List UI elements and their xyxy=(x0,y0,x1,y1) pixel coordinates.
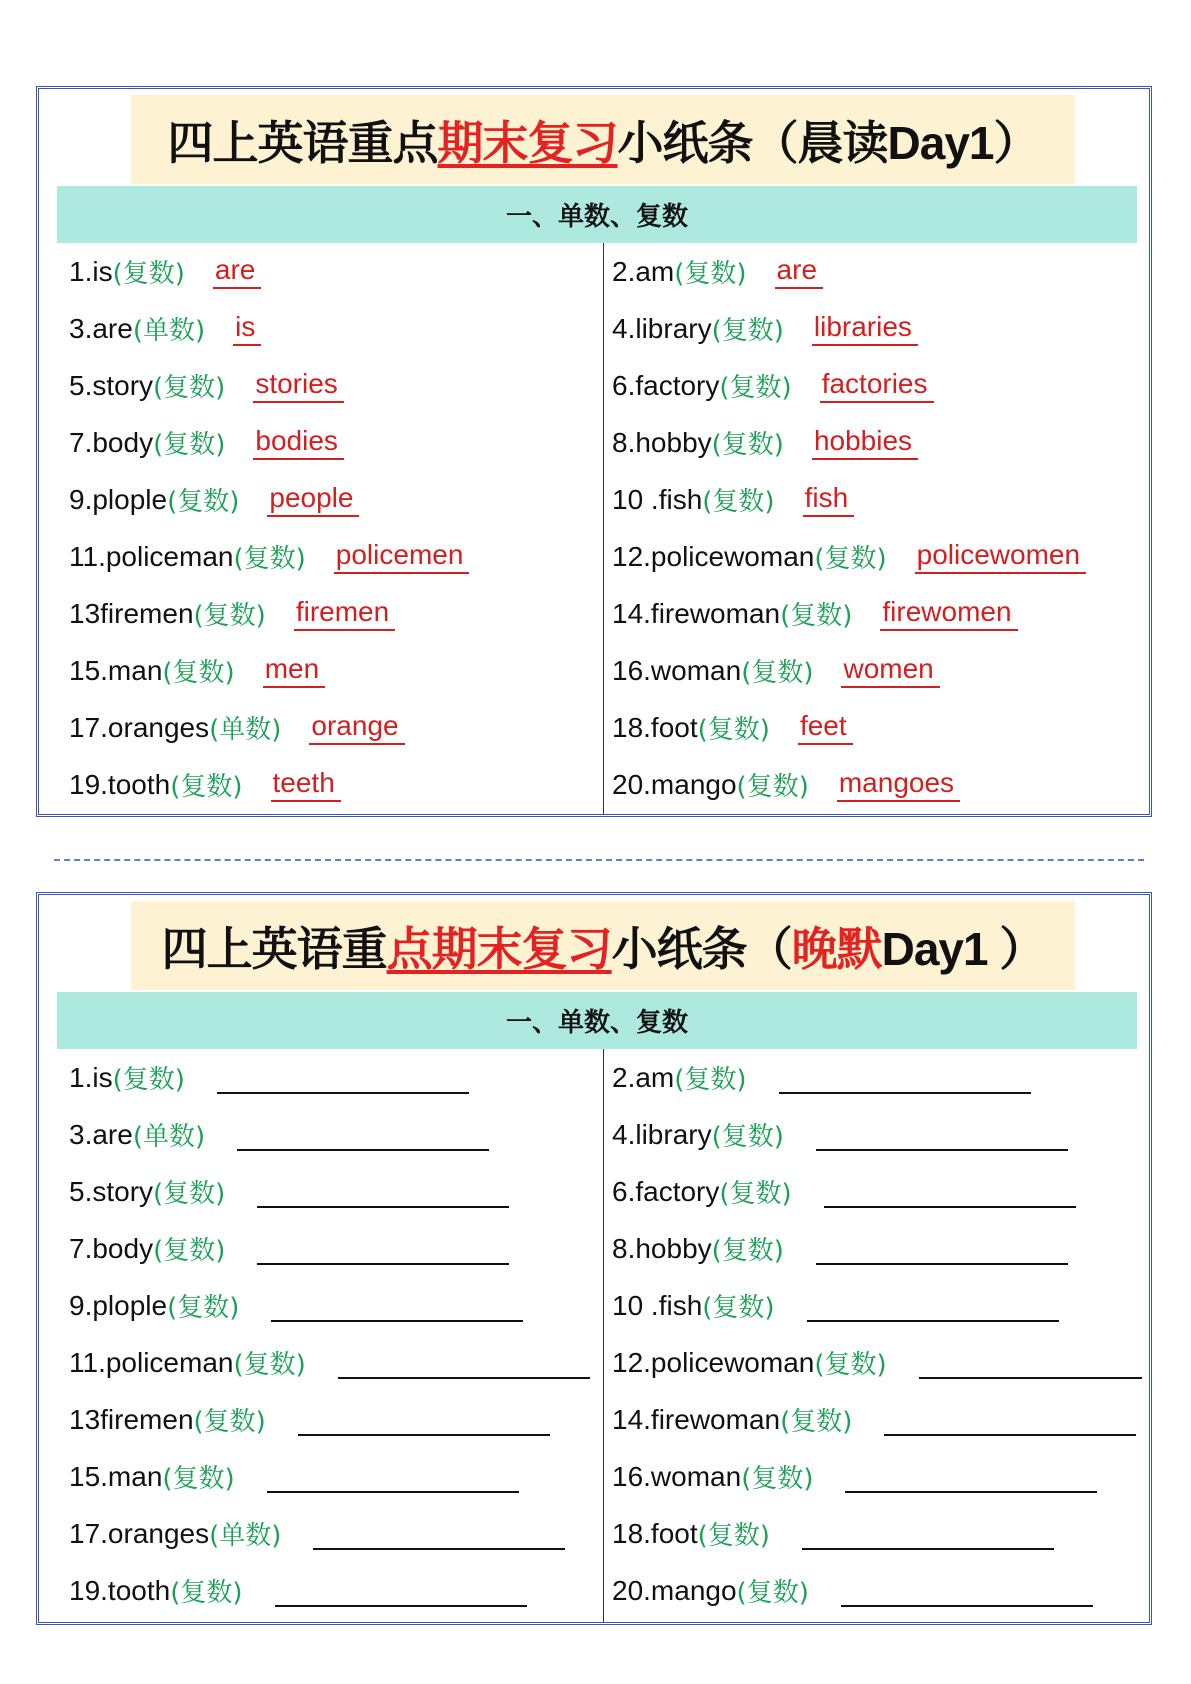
number-hint: (复数) xyxy=(780,1407,853,1437)
word-item xyxy=(612,642,1142,699)
answer-text: firewomen xyxy=(880,597,1017,631)
word-row xyxy=(39,471,1149,528)
word-item xyxy=(612,1106,1142,1163)
word-text: 11.policeman xyxy=(69,540,234,572)
number-hint: (复数) xyxy=(702,1293,775,1323)
word-item xyxy=(69,1448,599,1505)
word-item xyxy=(69,1391,599,1448)
word-row xyxy=(39,585,1149,642)
answer-blank-line[interactable] xyxy=(779,1062,1031,1094)
answer-text: teeth xyxy=(271,768,341,802)
word-text: 4.library xyxy=(612,312,712,344)
morning-reading-card xyxy=(36,86,1152,817)
title-text: 小纸条（ xyxy=(611,921,792,976)
number-hint: (复数) xyxy=(153,430,226,460)
number-hint: (复数) xyxy=(711,1236,784,1266)
answer-blank-line[interactable] xyxy=(267,1461,519,1493)
word-item xyxy=(69,1505,599,1562)
answer-text: feet xyxy=(798,711,853,745)
number-hint: (复数) xyxy=(233,544,306,574)
morning-title-banner xyxy=(131,95,1075,184)
number-hint: (复数) xyxy=(674,1065,747,1095)
word-text: 8.hobby xyxy=(612,1232,712,1264)
word-item xyxy=(69,1277,599,1334)
number-hint: (单数) xyxy=(209,715,282,745)
word-text: 1.is xyxy=(69,255,113,287)
word-item xyxy=(612,756,1142,813)
number-hint: (复数) xyxy=(162,1464,235,1494)
word-text: 19.tooth xyxy=(69,1574,171,1606)
word-item xyxy=(612,585,1142,642)
word-row xyxy=(39,1448,1149,1505)
number-hint: (复数) xyxy=(741,1464,814,1494)
morning-section-header: 一、单数、复数 xyxy=(57,186,1137,243)
word-row xyxy=(39,699,1149,756)
answer-text: firemen xyxy=(294,597,395,631)
number-hint: (复数) xyxy=(167,487,240,517)
number-hint: (复数) xyxy=(112,259,185,289)
answer-text: are xyxy=(775,255,823,289)
word-row xyxy=(39,1220,1149,1277)
word-row xyxy=(39,642,1149,699)
answer-blank-line[interactable] xyxy=(841,1575,1093,1607)
word-text: 15.man xyxy=(69,1460,163,1492)
word-item xyxy=(612,414,1142,471)
word-item xyxy=(69,528,599,585)
word-item xyxy=(69,1334,599,1391)
answer-text: is xyxy=(233,312,261,346)
number-hint: (复数) xyxy=(736,1578,809,1608)
number-hint: (单数) xyxy=(132,1122,206,1152)
answer-text: hobbies xyxy=(812,426,918,460)
answer-blank-line[interactable] xyxy=(884,1404,1136,1436)
number-hint: (复数) xyxy=(674,259,747,289)
word-text: 17.oranges xyxy=(69,1517,210,1549)
answer-text: orange xyxy=(309,711,404,745)
word-text: 6.factory xyxy=(612,1175,720,1207)
word-text: 16.woman xyxy=(612,1460,742,1492)
word-text: 9.plople xyxy=(69,483,168,515)
cut-line-divider xyxy=(54,859,1144,861)
word-item xyxy=(69,1049,599,1106)
evening-title xyxy=(162,913,1045,979)
answer-blank-line[interactable] xyxy=(845,1461,1097,1493)
number-hint: (复数) xyxy=(153,1179,226,1209)
word-text: 20.mango xyxy=(612,768,737,800)
word-text: 7.body xyxy=(69,1232,154,1264)
word-text: 19.tooth xyxy=(69,768,171,800)
number-hint: (复数) xyxy=(170,772,243,802)
answer-blank-line[interactable] xyxy=(298,1404,550,1436)
number-hint: (复数) xyxy=(170,1578,243,1608)
evening-section-header: 一、单数、复数 xyxy=(57,992,1137,1049)
word-item xyxy=(69,1562,599,1619)
word-item xyxy=(69,1163,599,1220)
number-hint: (复数) xyxy=(711,1122,784,1152)
number-hint: (复数) xyxy=(780,601,853,631)
title-text: 四上英语重点 xyxy=(167,115,438,170)
word-item xyxy=(69,357,599,414)
word-item xyxy=(69,585,599,642)
word-item xyxy=(612,528,1142,585)
word-item xyxy=(612,1049,1142,1106)
number-hint: (复数) xyxy=(193,601,266,631)
word-row xyxy=(39,1562,1149,1619)
answer-blank-line[interactable] xyxy=(338,1347,590,1379)
word-row xyxy=(39,357,1149,414)
number-hint: (复数) xyxy=(741,658,814,688)
answer-blank-line[interactable] xyxy=(824,1176,1076,1208)
word-item xyxy=(612,1277,1142,1334)
number-hint: (复数) xyxy=(697,715,770,745)
number-hint: (复数) xyxy=(112,1065,185,1095)
word-row xyxy=(39,756,1149,813)
number-hint: (复数) xyxy=(711,430,784,460)
word-text: 12.policewoman xyxy=(612,540,815,572)
word-item xyxy=(612,1391,1142,1448)
word-text: 1.is xyxy=(69,1061,113,1093)
word-text: 3.are xyxy=(69,1118,133,1150)
number-hint: (复数) xyxy=(711,316,784,346)
number-hint: (复数) xyxy=(697,1521,770,1551)
word-text: 5.story xyxy=(69,1175,154,1207)
number-hint: (复数) xyxy=(702,487,775,517)
word-row xyxy=(39,1334,1149,1391)
word-text: 10 .fish xyxy=(612,483,703,515)
number-hint: (复数) xyxy=(153,373,226,403)
number-hint: (复数) xyxy=(233,1350,306,1380)
word-row xyxy=(39,528,1149,585)
word-item xyxy=(612,471,1142,528)
answer-blank-line[interactable] xyxy=(919,1347,1142,1379)
answer-text: women xyxy=(841,654,939,688)
word-row xyxy=(39,1505,1149,1562)
word-item xyxy=(612,300,1142,357)
answer-blank-line[interactable] xyxy=(271,1290,523,1322)
word-text: 7.body xyxy=(69,426,154,458)
morning-title xyxy=(168,107,1039,173)
word-row xyxy=(39,300,1149,357)
number-hint: (复数) xyxy=(736,772,809,802)
word-text: 13firemen xyxy=(69,597,194,629)
number-hint: (复数) xyxy=(719,1179,792,1209)
answer-blank-line[interactable] xyxy=(275,1575,527,1607)
title-highlight: 期末复习 xyxy=(437,115,618,170)
word-row xyxy=(39,1106,1149,1163)
word-row xyxy=(39,414,1149,471)
answer-blank-line[interactable] xyxy=(237,1119,489,1151)
word-item xyxy=(612,1562,1142,1619)
word-text: 6.factory xyxy=(612,369,720,401)
number-hint: (复数) xyxy=(814,544,887,574)
number-hint: (复数) xyxy=(167,1293,240,1323)
word-item xyxy=(69,1220,599,1277)
answer-text: bodies xyxy=(253,426,344,460)
word-text: 4.library xyxy=(612,1118,712,1150)
answer-blank-line[interactable] xyxy=(802,1518,1054,1550)
answer-text: fish xyxy=(803,483,855,517)
title-day: Day1） xyxy=(887,116,1039,169)
word-row xyxy=(39,243,1149,300)
answer-text: people xyxy=(267,483,359,517)
answer-blank-line[interactable] xyxy=(217,1062,469,1094)
word-item xyxy=(69,1106,599,1163)
word-text: 8.hobby xyxy=(612,426,712,458)
word-text: 2.am xyxy=(612,255,675,287)
word-text: 2.am xyxy=(612,1061,675,1093)
word-text: 14.firewoman xyxy=(612,597,781,629)
answer-text: policewomen xyxy=(915,540,1086,574)
word-text: 12.policewoman xyxy=(612,1346,815,1378)
answer-text: stories xyxy=(253,369,343,403)
word-text: 15.man xyxy=(69,654,163,686)
number-hint: (单数) xyxy=(209,1521,282,1551)
evening-dictation-card xyxy=(36,892,1152,1625)
title-red-word: 晚默 xyxy=(791,921,882,976)
answer-blank-line[interactable] xyxy=(257,1176,509,1208)
answer-text: men xyxy=(263,654,325,688)
word-row xyxy=(39,1277,1149,1334)
answer-blank-line[interactable] xyxy=(807,1290,1059,1322)
number-hint: (复数) xyxy=(162,658,235,688)
word-item xyxy=(612,1505,1142,1562)
word-text: 16.woman xyxy=(612,654,742,686)
answer-text: libraries xyxy=(812,312,918,346)
word-item xyxy=(612,357,1142,414)
word-text: 5.story xyxy=(69,369,154,401)
word-item xyxy=(612,699,1142,756)
answer-blank-line[interactable] xyxy=(313,1518,565,1550)
word-item xyxy=(612,1448,1142,1505)
title-highlight: 点期末复习 xyxy=(386,921,612,976)
word-text: 9.plople xyxy=(69,1289,168,1321)
number-hint: (复数) xyxy=(814,1350,887,1380)
title-day: Day1 ） xyxy=(881,922,1045,975)
answer-text: factories xyxy=(820,369,934,403)
answer-blank-line[interactable] xyxy=(816,1119,1068,1151)
answer-blank-line[interactable] xyxy=(816,1233,1068,1265)
number-hint: (复数) xyxy=(193,1407,266,1437)
number-hint: (复数) xyxy=(153,1236,226,1266)
word-item xyxy=(612,1220,1142,1277)
word-item xyxy=(69,642,599,699)
word-text: 18.foot xyxy=(612,711,698,743)
word-item xyxy=(69,756,599,813)
title-text: 四上英语重 xyxy=(161,921,387,976)
word-text: 20.mango xyxy=(612,1574,737,1606)
answer-text: are xyxy=(213,255,261,289)
word-row xyxy=(39,1391,1149,1448)
number-hint: (复数) xyxy=(719,373,792,403)
word-text: 18.foot xyxy=(612,1517,698,1549)
word-item xyxy=(612,1334,1142,1391)
answer-text: policemen xyxy=(334,540,470,574)
word-item xyxy=(69,243,599,300)
word-item xyxy=(69,699,599,756)
word-text: 10 .fish xyxy=(612,1289,703,1321)
answer-text: mangoes xyxy=(837,768,960,802)
number-hint: (单数) xyxy=(132,316,206,346)
word-item xyxy=(69,300,599,357)
word-text: 14.firewoman xyxy=(612,1403,781,1435)
word-item xyxy=(69,414,599,471)
word-text: 3.are xyxy=(69,312,133,344)
word-item xyxy=(612,243,1142,300)
word-text: 17.oranges xyxy=(69,711,210,743)
word-item xyxy=(612,1163,1142,1220)
word-row xyxy=(39,1163,1149,1220)
word-text: 11.policeman xyxy=(69,1346,234,1378)
word-text: 13firemen xyxy=(69,1403,194,1435)
evening-title-banner xyxy=(131,901,1075,990)
answer-blank-line[interactable] xyxy=(257,1233,509,1265)
word-row xyxy=(39,1049,1149,1106)
title-text: 小纸条（晨读 xyxy=(617,115,888,170)
word-item xyxy=(69,471,599,528)
